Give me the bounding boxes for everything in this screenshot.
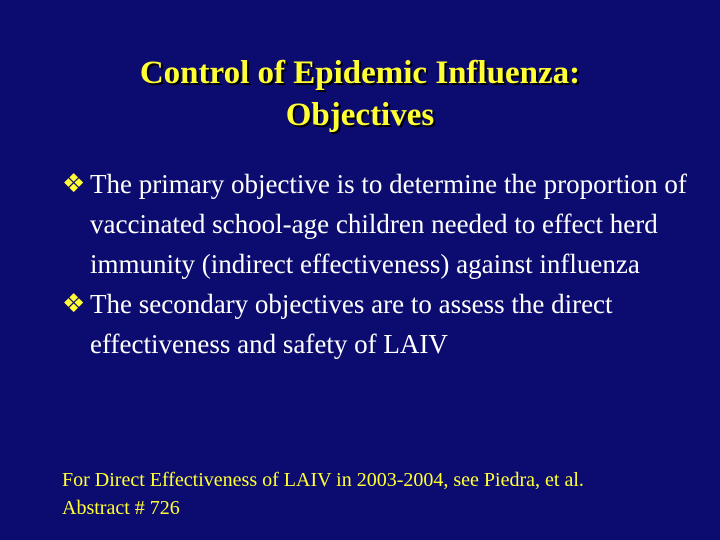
bullet-list bbox=[62, 164, 702, 364]
slide-title-line-1: Control of Epidemic Influenza: bbox=[139, 55, 581, 91]
bullet-text: The primary objective is to determine the proportion of vaccinated school-age children needed to effect herd immunity (indirect effectiveness) against influenza bbox=[90, 169, 687, 279]
diamond-bullet-icon: ❖ bbox=[62, 289, 86, 319]
footnote-line-2: Abstract # 726 bbox=[62, 497, 180, 519]
footnote-reference bbox=[62, 466, 712, 522]
slide-title bbox=[40, 52, 680, 136]
bullet-text: The secondary objectives are to assess the direct effectiveness and safety of LAIV bbox=[90, 289, 613, 359]
bullet-item-secondary-objectives bbox=[62, 284, 702, 364]
footnote-line-1: For Direct Effectiveness of LAIV in 2003-2004, see Piedra, et al. bbox=[62, 469, 584, 491]
diamond-bullet-icon: ❖ bbox=[62, 169, 86, 199]
bullet-item-primary-objective bbox=[62, 164, 702, 284]
slide-title-line-2: Objectives bbox=[285, 97, 435, 133]
